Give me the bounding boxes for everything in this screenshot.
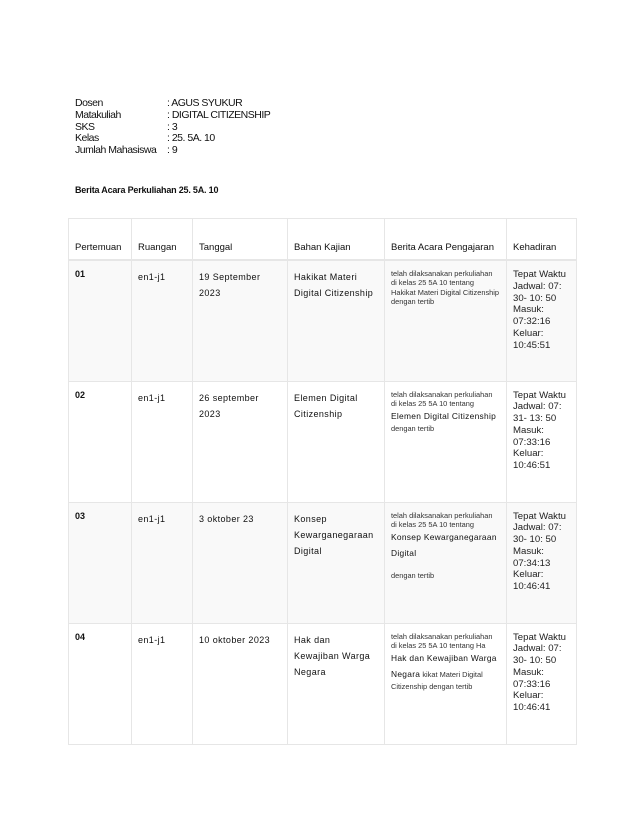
berita-text-end: dengan tertib [391, 424, 435, 434]
col-header-pertemuan: Pertemuan [69, 219, 132, 261]
info-value: : AGUS SYUKUR [167, 97, 243, 109]
berita-text: telah dilaksanakan perkuliahan di kelas 25 5A 10 tentang [391, 510, 493, 529]
table-row [69, 381, 577, 502]
cell-bahan-kajian: Konsep Kewarganegaraan Digital [288, 502, 385, 623]
info-label: Matakuliah [75, 108, 121, 121]
info-row-matakuliah [75, 110, 270, 122]
kehadiran-jadwal: Jadwal: 07: 30- 10: 50 [513, 280, 562, 304]
cell-kehadiran [507, 623, 577, 744]
berita-topic: Konsep Kewarganegaraan Digital [391, 532, 497, 559]
cell-pertemuan: 04 [69, 623, 132, 744]
cell-tanggal: 19 September 2023 [193, 260, 288, 381]
info-value: : 9 [167, 144, 178, 157]
cell-kehadiran [507, 381, 577, 502]
col-header-kehadiran: Kehadiran [507, 219, 577, 261]
berita-topic: Elemen Digital Citizenship [391, 411, 497, 422]
kehadiran-jadwal: Jadwal: 07: 30- 10: 50 [513, 643, 562, 667]
cell-berita-acara [385, 502, 507, 623]
cell-bahan-kajian: Hak dan Kewajiban Warga Negara [288, 623, 385, 744]
kehadiran-jadwal: Jadwal: 07: 30- 10: 50 [513, 522, 562, 546]
cell-tanggal: 10 oktober 2023 [193, 623, 288, 744]
col-header-bahan-kajian: Bahan Kajian [288, 219, 385, 261]
kehadiran-keluar: Keluar: 10:46:41 [513, 569, 551, 593]
berita-text-end: dengan tertib [391, 570, 435, 580]
cell-ruangan: en1-j1 [132, 381, 193, 502]
table-row [69, 502, 577, 623]
report-subtitle: Berita Acara Perkuliahan 25. 5A. 10 [75, 185, 219, 195]
info-value: : DIGITAL CITIZENSHIP [167, 108, 271, 121]
berita-text: telah dilaksanakan perkuliahan di kelas 25 5A 10 tentang [391, 389, 493, 408]
cell-pertemuan: 02 [69, 381, 132, 502]
kehadiran-status: Tepat Waktu [513, 631, 566, 643]
kehadiran-status: Tepat Waktu [513, 269, 566, 280]
kehadiran-masuk: Masuk: 07:33:16 [513, 424, 551, 448]
cell-pertemuan: 03 [69, 502, 132, 623]
info-label: Jumlah Mahasiswa [75, 144, 157, 157]
cell-kehadiran [507, 260, 577, 381]
cell-berita-acara [385, 381, 507, 502]
kehadiran-keluar: Keluar: 10:45:51 [513, 327, 551, 351]
cell-berita-acara [385, 260, 507, 381]
course-info [75, 98, 270, 157]
col-header-ruangan: Ruangan [132, 219, 193, 261]
info-label: SKS [75, 120, 95, 133]
info-value: : 3 [167, 120, 178, 133]
berita-text: telah dilaksanakan perkuliahan di kelas 25 5A 10 tentang Ha [391, 631, 493, 650]
cell-ruangan: en1-j1 [132, 502, 193, 623]
cell-kehadiran [507, 502, 577, 623]
info-value: : 25. 5A. 10 [167, 132, 215, 145]
cell-bahan-kajian: Elemen Digital Citizenship [288, 381, 385, 502]
cell-tanggal: 3 oktober 23 [193, 502, 288, 623]
cell-bahan-kajian: Hakikat Materi Digital Citizenship [288, 260, 385, 381]
cell-berita-acara [385, 623, 507, 744]
kehadiran-masuk: Masuk: 07:34:13 [513, 545, 551, 569]
kehadiran-jadwal: Jadwal: 07: 31- 13: 50 [513, 401, 562, 425]
kehadiran-masuk: Masuk: 07:33:16 [513, 666, 551, 690]
kehadiran-status: Tepat Waktu [513, 389, 566, 401]
table-row [69, 623, 577, 744]
cell-pertemuan: 01 [69, 260, 132, 381]
kehadiran-status: Tepat Waktu [513, 510, 566, 522]
berita-topic: Hak dan Kewajiban Warga Negara [391, 653, 497, 680]
cell-ruangan: en1-j1 [132, 623, 193, 744]
cell-ruangan: en1-j1 [132, 260, 193, 381]
attendance-table [68, 218, 577, 745]
col-header-berita-acara: Berita Acara Pengajaran [385, 219, 507, 261]
kehadiran-keluar: Keluar: 10:46:41 [513, 690, 551, 714]
berita-text: telah dilaksanakan perkuliahan di kelas 25 5A 10 tentang Hakikat Materi Digital Citizenship dengan tertib [391, 269, 500, 307]
info-label: Dosen [75, 97, 103, 109]
table-row [69, 260, 577, 381]
cell-tanggal: 26 september 2023 [193, 381, 288, 502]
col-header-tanggal: Tanggal [193, 219, 288, 261]
info-row-jumlah-mahasiswa [75, 145, 270, 157]
kehadiran-keluar: Keluar: 10:46:51 [513, 448, 551, 472]
table-header-row [69, 219, 577, 261]
info-label: Kelas [75, 132, 99, 145]
kehadiran-masuk: Masuk: 07:32:16 [513, 304, 551, 328]
berita-text-end: kikat Materi Digital Citizenship dengan tertib [391, 670, 483, 692]
